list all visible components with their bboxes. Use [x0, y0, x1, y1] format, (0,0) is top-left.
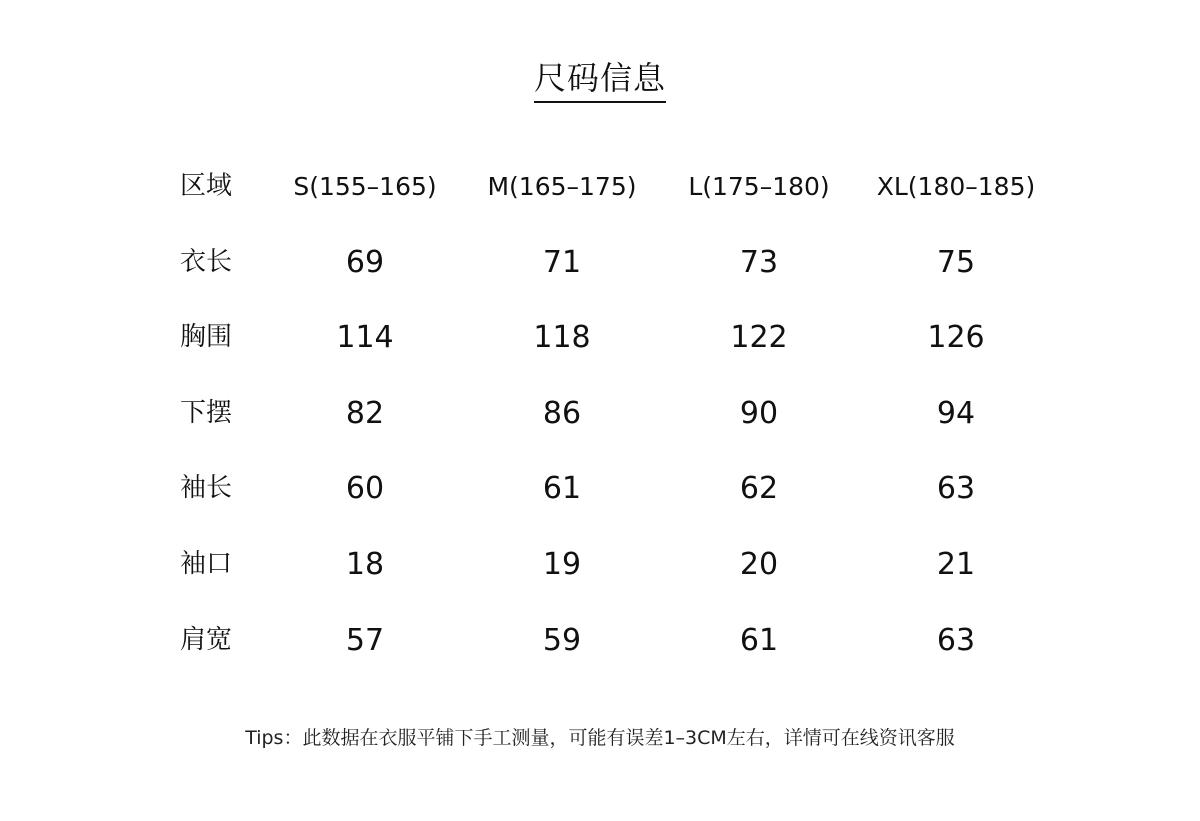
header-size-s: S(155–165) [293, 172, 437, 201]
table-cell: 94 [936, 395, 976, 431]
header-label: 区域 [180, 171, 233, 201]
table-cell: 114 [336, 320, 394, 356]
table-header-row [0, 149, 1200, 225]
table-cell: 21 [936, 546, 976, 582]
table-cell: 61 [542, 471, 582, 507]
row-label: 肩宽 [180, 624, 233, 655]
table-cell: 62 [739, 471, 779, 507]
table-cell: 63 [936, 471, 976, 507]
table-cell: 82 [345, 395, 385, 431]
header-size-xl: XL(180–185) [876, 172, 1036, 201]
row-label: 下摆 [180, 397, 233, 428]
page-title [0, 56, 1200, 103]
table-cell: 122 [730, 320, 788, 356]
table-cell: 60 [345, 471, 385, 507]
table-cell: 126 [927, 320, 985, 356]
size-table [0, 149, 1200, 678]
header-size-l: L(175–180) [688, 172, 830, 201]
table-cell: 71 [542, 244, 582, 280]
table-cell: 59 [542, 622, 582, 658]
table-cell: 73 [739, 244, 779, 280]
table-row [0, 376, 1200, 452]
table-cell: 75 [936, 244, 976, 280]
table-cell: 61 [739, 622, 779, 658]
table-cell: 20 [739, 546, 779, 582]
table-cell: 57 [345, 622, 385, 658]
measurement-tips: Tips：此数据在衣服平铺下手工测量，可能有误差1–3CM左右，详情可在线资讯客服 [245, 727, 955, 749]
table-cell: 63 [936, 622, 976, 658]
table-row [0, 603, 1200, 679]
table-row [0, 527, 1200, 603]
table-cell: 69 [345, 244, 385, 280]
table-cell: 90 [739, 395, 779, 431]
table-cell: 18 [345, 546, 385, 582]
table-cell: 118 [533, 320, 591, 356]
table-row [0, 451, 1200, 527]
table-row [0, 225, 1200, 301]
table-cell: 19 [542, 546, 582, 582]
row-label: 袖长 [180, 473, 233, 504]
row-label: 袖口 [180, 548, 233, 579]
page-title-text: 尺码信息 [534, 56, 666, 103]
table-cell: 86 [542, 395, 582, 431]
header-size-m: M(165–175) [487, 172, 637, 201]
row-label: 胸围 [180, 322, 233, 353]
row-label: 衣长 [180, 246, 233, 277]
table-row [0, 300, 1200, 376]
